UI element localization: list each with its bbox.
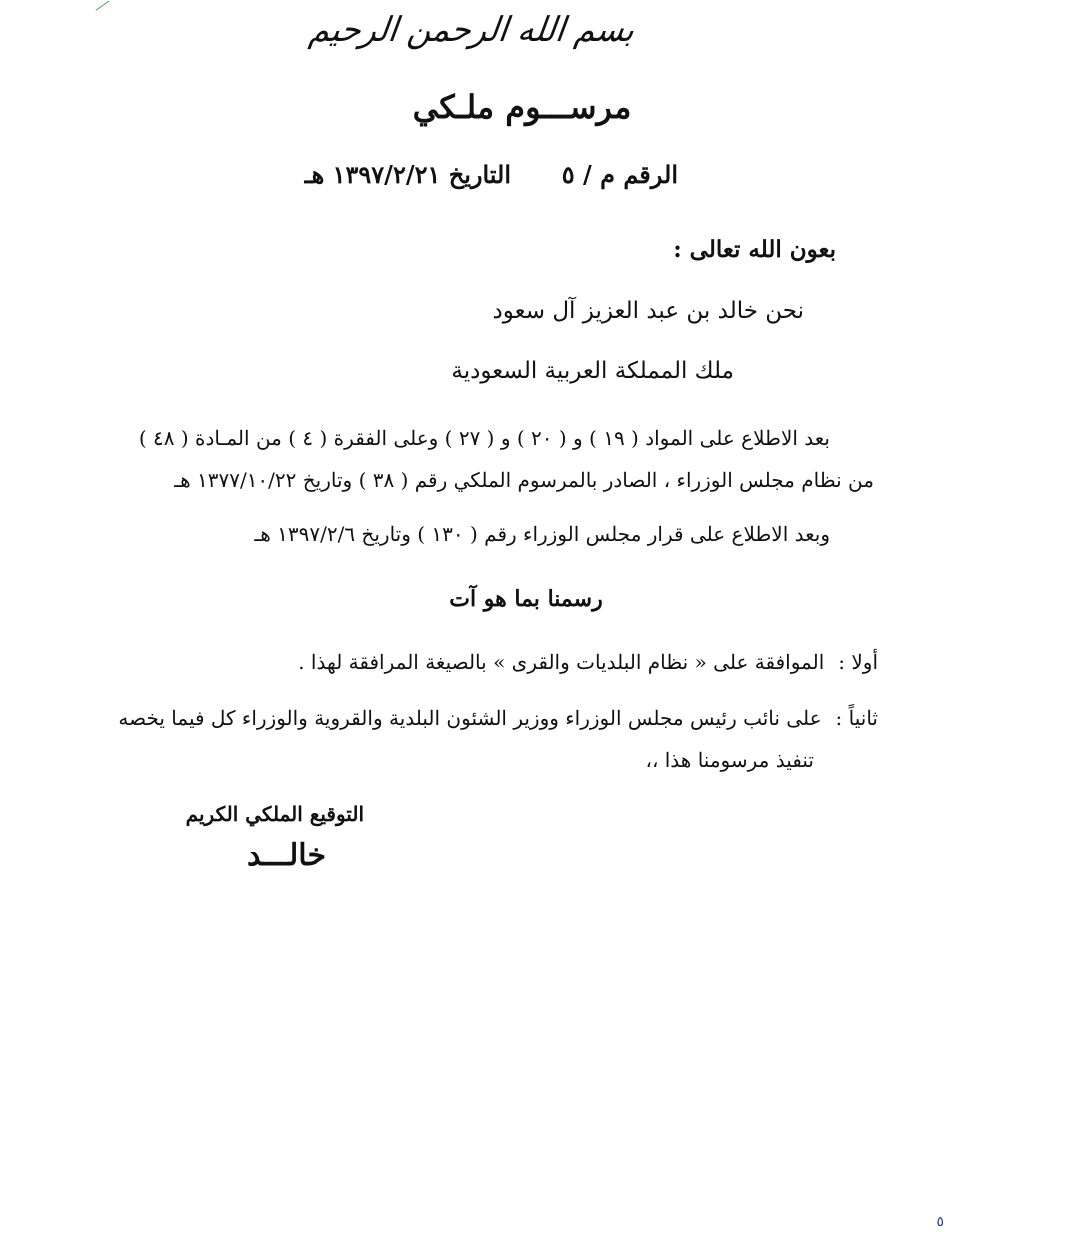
invocation-line: بعون الله تعالى : [673,236,836,263]
decreed-heading: رسمنا بما هو آت [449,586,603,612]
preamble-paragraph-3: وبعد الاطلاع على قرار مجلس الوزراء رقم ( ١٣٠ ) وتاريخ ١٣٩٧/٢/٦ هـ [254,522,830,546]
reference-line [305,160,678,189]
reference-date: التاريخ ١٣٩٧/٢/٢١ هـ [304,160,512,189]
basmala-heading: بسم الله الرحمن الرحيم [306,10,637,50]
decree-item-2-continuation: تنفيذ مرسومنا هذا ،، [645,748,814,772]
preamble-paragraph-2: من نظام مجلس الوزراء ، الصادر بالمرسوم الملكي رقم ( ٣٨ ) وتاريخ ١٣٧٧/١٠/٢٢ هـ [174,468,874,492]
king-name-line: نحن خالد بن عبد العزيز آل سعود [492,298,804,324]
decree-item-text: على نائب رئيس مجلس الوزراء ووزير الشئون البلدية والقروية والوزراء كل فيما يخصه [118,706,822,730]
corner-pen-mark [91,0,109,11]
decree-item-number: أولا : [838,650,878,674]
reference-number: الرقم م / ٥ [561,160,678,189]
decree-item-2 [118,706,878,730]
decree-title: مرســـوم ملـكي [412,88,632,126]
preamble-paragraph-1: بعد الاطلاع على المواد ( ١٩ ) و ( ٢٠ ) و ( ٢٧ ) وعلى الفقرة ( ٤ ) من المـادة ( ٤٨ ) [138,426,830,450]
decree-item-text: الموافقة على « نظام البلديات والقرى » بالصيغة المرافقة لهذا . [298,650,825,674]
signature-name: خالـــد [247,838,326,873]
decree-item-1 [298,650,878,674]
signature-caption: التوقيع الملكي الكريم [185,802,364,826]
page-number: ٥ [936,1214,944,1230]
king-title-line: ملك المملكة العربية السعودية [451,358,734,384]
decree-item-number: ثانياً : [835,706,878,730]
